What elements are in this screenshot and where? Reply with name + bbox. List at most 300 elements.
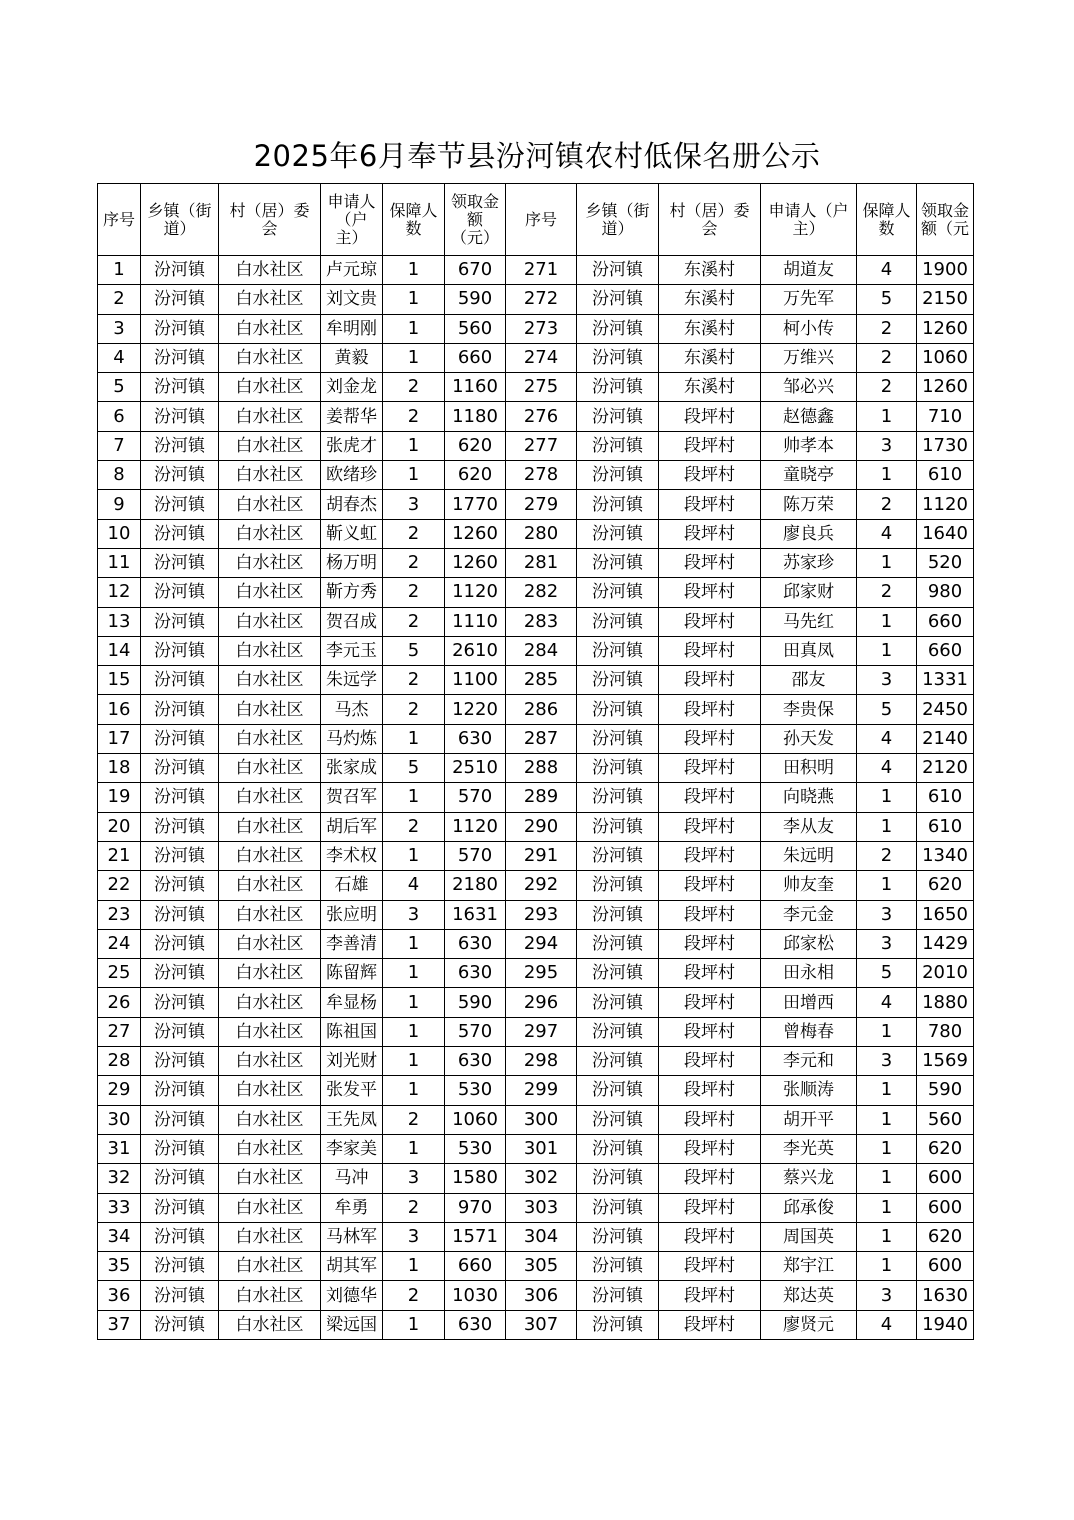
cell-seq: 10	[98, 519, 141, 548]
cell-persons-2: 1	[857, 636, 917, 665]
cell-persons-2: 4	[857, 256, 917, 285]
cell-village-2: 段坪村	[659, 607, 761, 636]
cell-seq-2: 306	[506, 1281, 577, 1310]
cell-village-2: 段坪村	[659, 1047, 761, 1076]
table-row	[98, 314, 974, 343]
cell-town-2: 汾河镇	[577, 929, 659, 958]
cell-town: 汾河镇	[141, 812, 219, 841]
cell-applicant: 胡后军	[321, 812, 383, 841]
cell-amount: 1631	[445, 900, 506, 929]
cell-village: 白水社区	[219, 636, 321, 665]
cell-village-2: 段坪村	[659, 754, 761, 783]
cell-amount-2: 1060	[917, 343, 974, 372]
cell-town-2: 汾河镇	[577, 812, 659, 841]
cell-persons-2: 1	[857, 871, 917, 900]
cell-seq: 9	[98, 490, 141, 519]
cell-applicant-2: 帅孝本	[761, 431, 857, 460]
cell-village-2: 段坪村	[659, 548, 761, 577]
cell-applicant-2: 胡开平	[761, 1105, 857, 1134]
cell-amount-2: 600	[917, 1164, 974, 1193]
cell-persons-2: 1	[857, 402, 917, 431]
cell-seq-2: 284	[506, 636, 577, 665]
cell-applicant: 靳义虹	[321, 519, 383, 548]
cell-amount-2: 1650	[917, 900, 974, 929]
cell-seq: 16	[98, 695, 141, 724]
cell-town: 汾河镇	[141, 1047, 219, 1076]
cell-persons-2: 1	[857, 548, 917, 577]
cell-village: 白水社区	[219, 256, 321, 285]
cell-town: 汾河镇	[141, 1222, 219, 1251]
cell-applicant-2: 李从友	[761, 812, 857, 841]
cell-persons: 2	[383, 578, 445, 607]
cell-amount-2: 610	[917, 461, 974, 490]
cell-amount-2: 620	[917, 871, 974, 900]
cell-seq: 6	[98, 402, 141, 431]
cell-seq: 2	[98, 285, 141, 314]
cell-seq: 3	[98, 314, 141, 343]
cell-seq-2: 295	[506, 959, 577, 988]
cell-amount-2: 1331	[917, 666, 974, 695]
cell-applicant-2: 李元和	[761, 1047, 857, 1076]
cell-village-2: 段坪村	[659, 1310, 761, 1339]
cell-village: 白水社区	[219, 461, 321, 490]
cell-applicant: 陈祖国	[321, 1017, 383, 1046]
cell-persons: 1	[383, 724, 445, 753]
cell-village: 白水社区	[219, 285, 321, 314]
cell-applicant: 王先凤	[321, 1105, 383, 1134]
table-row	[98, 373, 974, 402]
cell-town-2: 汾河镇	[577, 695, 659, 724]
cell-applicant-2: 蔡兴龙	[761, 1164, 857, 1193]
cell-amount-2: 1569	[917, 1047, 974, 1076]
cell-applicant: 刘光财	[321, 1047, 383, 1076]
cell-applicant: 姜帮华	[321, 402, 383, 431]
cell-town: 汾河镇	[141, 490, 219, 519]
cell-seq-2: 294	[506, 929, 577, 958]
cell-town: 汾河镇	[141, 695, 219, 724]
cell-village-2: 段坪村	[659, 929, 761, 958]
cell-seq: 12	[98, 578, 141, 607]
cell-seq-2: 303	[506, 1193, 577, 1222]
header-cell-seq-2: 序号	[506, 184, 577, 256]
cell-seq-2: 293	[506, 900, 577, 929]
table-row	[98, 343, 974, 372]
cell-seq-2: 275	[506, 373, 577, 402]
cell-applicant-2: 廖良兵	[761, 519, 857, 548]
cell-town: 汾河镇	[141, 461, 219, 490]
table-row	[98, 256, 974, 285]
cell-village: 白水社区	[219, 519, 321, 548]
cell-seq-2: 288	[506, 754, 577, 783]
cell-applicant: 梁远国	[321, 1310, 383, 1339]
cell-amount-2: 610	[917, 812, 974, 841]
cell-seq-2: 271	[506, 256, 577, 285]
cell-seq-2: 278	[506, 461, 577, 490]
cell-town-2: 汾河镇	[577, 841, 659, 870]
cell-persons-2: 1	[857, 1193, 917, 1222]
table-row	[98, 929, 974, 958]
cell-applicant-2: 曾梅春	[761, 1017, 857, 1046]
cell-village: 白水社区	[219, 959, 321, 988]
cell-village: 白水社区	[219, 1252, 321, 1281]
cell-applicant-2: 田永相	[761, 959, 857, 988]
table-row	[98, 666, 974, 695]
cell-amount-2: 1429	[917, 929, 974, 958]
cell-persons: 1	[383, 461, 445, 490]
cell-seq: 13	[98, 607, 141, 636]
table-row	[98, 1193, 974, 1222]
cell-town: 汾河镇	[141, 929, 219, 958]
cell-town: 汾河镇	[141, 1076, 219, 1105]
cell-persons: 1	[383, 1252, 445, 1281]
cell-applicant-2: 郑宇江	[761, 1252, 857, 1281]
cell-village: 白水社区	[219, 1076, 321, 1105]
cell-seq: 26	[98, 988, 141, 1017]
cell-village: 白水社区	[219, 1281, 321, 1310]
cell-town: 汾河镇	[141, 373, 219, 402]
cell-village-2: 段坪村	[659, 519, 761, 548]
table-row	[98, 1252, 974, 1281]
cell-persons: 2	[383, 1105, 445, 1134]
cell-village: 白水社区	[219, 988, 321, 1017]
cell-seq: 23	[98, 900, 141, 929]
cell-seq: 35	[98, 1252, 141, 1281]
cell-applicant: 牟显杨	[321, 988, 383, 1017]
cell-persons: 1	[383, 1134, 445, 1163]
cell-persons: 3	[383, 1222, 445, 1251]
cell-amount: 620	[445, 461, 506, 490]
cell-town-2: 汾河镇	[577, 1017, 659, 1046]
cell-village-2: 段坪村	[659, 1105, 761, 1134]
cell-village: 白水社区	[219, 871, 321, 900]
cell-applicant: 马灼炼	[321, 724, 383, 753]
cell-seq: 14	[98, 636, 141, 665]
cell-seq-2: 272	[506, 285, 577, 314]
cell-seq-2: 281	[506, 548, 577, 577]
cell-amount: 1120	[445, 812, 506, 841]
cell-seq-2: 274	[506, 343, 577, 372]
cell-town-2: 汾河镇	[577, 754, 659, 783]
cell-village: 白水社区	[219, 490, 321, 519]
cell-village: 白水社区	[219, 431, 321, 460]
cell-amount-2: 1640	[917, 519, 974, 548]
cell-amount-2: 610	[917, 783, 974, 812]
cell-village-2: 段坪村	[659, 1076, 761, 1105]
table-row	[98, 783, 974, 812]
cell-town-2: 汾河镇	[577, 636, 659, 665]
cell-amount: 1180	[445, 402, 506, 431]
cell-applicant-2: 柯小传	[761, 314, 857, 343]
cell-seq-2: 297	[506, 1017, 577, 1046]
cell-town: 汾河镇	[141, 1105, 219, 1134]
cell-town: 汾河镇	[141, 1281, 219, 1310]
cell-persons-2: 1	[857, 1076, 917, 1105]
table-row	[98, 1134, 974, 1163]
cell-seq-2: 282	[506, 578, 577, 607]
cell-applicant-2: 田增西	[761, 988, 857, 1017]
cell-applicant: 陈留辉	[321, 959, 383, 988]
cell-seq-2: 304	[506, 1222, 577, 1251]
cell-town: 汾河镇	[141, 256, 219, 285]
cell-village-2: 东溪村	[659, 314, 761, 343]
cell-applicant-2: 邱家松	[761, 929, 857, 958]
cell-amount: 1220	[445, 695, 506, 724]
cell-applicant-2: 万维兴	[761, 343, 857, 372]
table-row	[98, 285, 974, 314]
cell-village: 白水社区	[219, 402, 321, 431]
cell-applicant: 李元玉	[321, 636, 383, 665]
cell-town: 汾河镇	[141, 1134, 219, 1163]
cell-village: 白水社区	[219, 578, 321, 607]
table-row	[98, 1310, 974, 1339]
cell-seq: 22	[98, 871, 141, 900]
cell-applicant: 张发平	[321, 1076, 383, 1105]
cell-amount: 1110	[445, 607, 506, 636]
cell-applicant: 石雄	[321, 871, 383, 900]
cell-seq: 25	[98, 959, 141, 988]
cell-town: 汾河镇	[141, 1310, 219, 1339]
cell-amount: 630	[445, 724, 506, 753]
cell-persons: 3	[383, 490, 445, 519]
header-cell-town: 乡镇（街道）	[141, 184, 219, 256]
header-cell-village: 村（居）委会	[219, 184, 321, 256]
cell-persons: 2	[383, 695, 445, 724]
cell-town-2: 汾河镇	[577, 900, 659, 929]
cell-village-2: 段坪村	[659, 1252, 761, 1281]
cell-town: 汾河镇	[141, 783, 219, 812]
cell-village: 白水社区	[219, 1310, 321, 1339]
cell-applicant-2: 李光英	[761, 1134, 857, 1163]
cell-village: 白水社区	[219, 812, 321, 841]
cell-persons: 2	[383, 548, 445, 577]
cell-persons: 1	[383, 1076, 445, 1105]
cell-seq-2: 298	[506, 1047, 577, 1076]
cell-amount: 570	[445, 1017, 506, 1046]
cell-applicant-2: 赵德鑫	[761, 402, 857, 431]
cell-applicant: 马冲	[321, 1164, 383, 1193]
cell-seq: 28	[98, 1047, 141, 1076]
cell-town: 汾河镇	[141, 607, 219, 636]
cell-town: 汾河镇	[141, 1164, 219, 1193]
cell-town-2: 汾河镇	[577, 1047, 659, 1076]
cell-applicant-2: 周国英	[761, 1222, 857, 1251]
cell-applicant: 杨万明	[321, 548, 383, 577]
cell-village-2: 段坪村	[659, 666, 761, 695]
cell-amount: 570	[445, 783, 506, 812]
cell-applicant: 李善清	[321, 929, 383, 958]
table-row	[98, 1017, 974, 1046]
cell-applicant-2: 郑达英	[761, 1281, 857, 1310]
cell-persons: 1	[383, 783, 445, 812]
cell-village: 白水社区	[219, 695, 321, 724]
cell-amount-2: 590	[917, 1076, 974, 1105]
cell-persons-2: 1	[857, 812, 917, 841]
cell-seq-2: 301	[506, 1134, 577, 1163]
cell-town: 汾河镇	[141, 1017, 219, 1046]
cell-persons: 1	[383, 343, 445, 372]
cell-seq-2: 277	[506, 431, 577, 460]
cell-amount-2: 1340	[917, 841, 974, 870]
cell-town: 汾河镇	[141, 578, 219, 607]
cell-seq-2: 296	[506, 988, 577, 1017]
cell-persons-2: 1	[857, 1164, 917, 1193]
cell-seq-2: 279	[506, 490, 577, 519]
cell-village: 白水社区	[219, 841, 321, 870]
cell-persons: 1	[383, 929, 445, 958]
cell-town-2: 汾河镇	[577, 490, 659, 519]
cell-amount-2: 710	[917, 402, 974, 431]
cell-persons-2: 2	[857, 314, 917, 343]
cell-amount: 630	[445, 959, 506, 988]
cell-town: 汾河镇	[141, 402, 219, 431]
cell-village-2: 段坪村	[659, 578, 761, 607]
cell-applicant-2: 邹必兴	[761, 373, 857, 402]
cell-applicant: 刘德华	[321, 1281, 383, 1310]
cell-seq-2: 305	[506, 1252, 577, 1281]
cell-persons: 1	[383, 1017, 445, 1046]
cell-applicant-2: 廖贤元	[761, 1310, 857, 1339]
cell-village-2: 段坪村	[659, 959, 761, 988]
cell-persons: 1	[383, 959, 445, 988]
cell-amount-2: 980	[917, 578, 974, 607]
header-cell-applicant: 申请人（户主）	[321, 184, 383, 256]
cell-amount: 660	[445, 1252, 506, 1281]
cell-town-2: 汾河镇	[577, 402, 659, 431]
cell-amount-2: 1880	[917, 988, 974, 1017]
cell-amount: 530	[445, 1134, 506, 1163]
cell-seq: 15	[98, 666, 141, 695]
cell-town: 汾河镇	[141, 1252, 219, 1281]
cell-amount: 970	[445, 1193, 506, 1222]
cell-seq: 36	[98, 1281, 141, 1310]
table-row	[98, 431, 974, 460]
cell-persons: 2	[383, 402, 445, 431]
cell-town-2: 汾河镇	[577, 1076, 659, 1105]
cell-persons-2: 1	[857, 783, 917, 812]
cell-town-2: 汾河镇	[577, 431, 659, 460]
cell-town-2: 汾河镇	[577, 1222, 659, 1251]
cell-persons-2: 1	[857, 1252, 917, 1281]
cell-persons: 1	[383, 988, 445, 1017]
cell-applicant-2: 孙天发	[761, 724, 857, 753]
cell-applicant: 牟明刚	[321, 314, 383, 343]
cell-applicant-2: 苏家珍	[761, 548, 857, 577]
cell-town-2: 汾河镇	[577, 343, 659, 372]
cell-amount-2: 620	[917, 1222, 974, 1251]
cell-village: 白水社区	[219, 666, 321, 695]
cell-village: 白水社区	[219, 548, 321, 577]
table-row	[98, 607, 974, 636]
cell-amount: 1770	[445, 490, 506, 519]
cell-town-2: 汾河镇	[577, 959, 659, 988]
header-cell-seq: 序号	[98, 184, 141, 256]
cell-seq-2: 291	[506, 841, 577, 870]
cell-persons-2: 3	[857, 929, 917, 958]
cell-applicant: 靳方秀	[321, 578, 383, 607]
cell-amount-2: 1260	[917, 373, 974, 402]
cell-applicant: 马林军	[321, 1222, 383, 1251]
table-row	[98, 1222, 974, 1251]
table-row	[98, 724, 974, 753]
cell-town-2: 汾河镇	[577, 461, 659, 490]
cell-amount: 530	[445, 1076, 506, 1105]
table-row	[98, 900, 974, 929]
cell-amount-2: 1260	[917, 314, 974, 343]
header-cell-persons-2: 保障人数	[857, 184, 917, 256]
header-cell-town-2: 乡镇（街道）	[577, 184, 659, 256]
cell-seq-2: 299	[506, 1076, 577, 1105]
cell-applicant-2: 李元金	[761, 900, 857, 929]
cell-persons: 5	[383, 636, 445, 665]
cell-applicant: 牟勇	[321, 1193, 383, 1222]
cell-village-2: 段坪村	[659, 402, 761, 431]
cell-persons-2: 2	[857, 490, 917, 519]
cell-seq-2: 290	[506, 812, 577, 841]
cell-village: 白水社区	[219, 754, 321, 783]
cell-village: 白水社区	[219, 1222, 321, 1251]
cell-persons: 2	[383, 1193, 445, 1222]
cell-persons-2: 4	[857, 724, 917, 753]
cell-town: 汾河镇	[141, 841, 219, 870]
table-row	[98, 1164, 974, 1193]
table-header	[98, 184, 974, 256]
cell-amount-2: 600	[917, 1193, 974, 1222]
cell-town: 汾河镇	[141, 1193, 219, 1222]
cell-town: 汾河镇	[141, 285, 219, 314]
cell-seq: 27	[98, 1017, 141, 1046]
cell-applicant-2: 田真凤	[761, 636, 857, 665]
cell-persons: 1	[383, 314, 445, 343]
cell-seq: 1	[98, 256, 141, 285]
cell-applicant-2: 胡道友	[761, 256, 857, 285]
cell-village: 白水社区	[219, 1017, 321, 1046]
table-row	[98, 1281, 974, 1310]
roster-table	[97, 183, 974, 1340]
cell-village-2: 段坪村	[659, 1134, 761, 1163]
cell-town-2: 汾河镇	[577, 285, 659, 314]
cell-village-2: 东溪村	[659, 343, 761, 372]
cell-village-2: 东溪村	[659, 285, 761, 314]
cell-seq: 37	[98, 1310, 141, 1339]
cell-seq: 34	[98, 1222, 141, 1251]
cell-seq-2: 286	[506, 695, 577, 724]
cell-persons-2: 1	[857, 461, 917, 490]
cell-amount: 630	[445, 1310, 506, 1339]
cell-village: 白水社区	[219, 1193, 321, 1222]
cell-persons: 1	[383, 285, 445, 314]
cell-village-2: 段坪村	[659, 636, 761, 665]
cell-village-2: 段坪村	[659, 988, 761, 1017]
header-row	[98, 184, 974, 256]
cell-town-2: 汾河镇	[577, 1105, 659, 1134]
cell-amount-2: 2010	[917, 959, 974, 988]
cell-village: 白水社区	[219, 607, 321, 636]
cell-persons-2: 2	[857, 343, 917, 372]
cell-amount-2: 780	[917, 1017, 974, 1046]
cell-town-2: 汾河镇	[577, 783, 659, 812]
cell-amount-2: 560	[917, 1105, 974, 1134]
cell-seq-2: 276	[506, 402, 577, 431]
cell-seq: 32	[98, 1164, 141, 1193]
cell-town: 汾河镇	[141, 959, 219, 988]
cell-amount: 2610	[445, 636, 506, 665]
table-row	[98, 490, 974, 519]
cell-amount: 570	[445, 841, 506, 870]
cell-persons-2: 2	[857, 373, 917, 402]
cell-applicant-2: 田积明	[761, 754, 857, 783]
cell-applicant-2: 邱承俊	[761, 1193, 857, 1222]
cell-village-2: 段坪村	[659, 783, 761, 812]
